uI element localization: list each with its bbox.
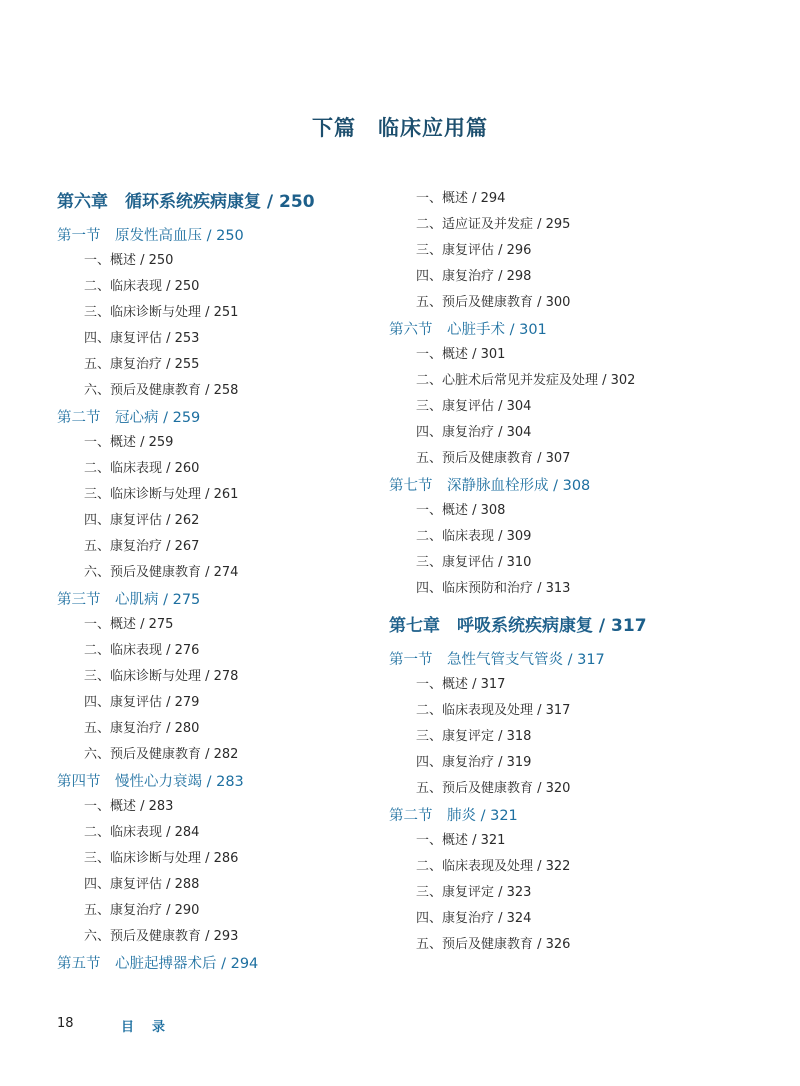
toc-item: 四、康复评估 / 288: [84, 877, 200, 892]
toc-item: 五、预后及健康教育 / 320: [416, 781, 571, 796]
running-footer-label: 目录: [121, 1020, 184, 1035]
toc-item: 六、预后及健康教育 / 293: [84, 929, 239, 944]
toc-section: 第三节 心肌病 / 275: [57, 592, 201, 608]
toc-item: 四、康复治疗 / 298: [416, 269, 532, 284]
toc-item: 二、临床表现及处理 / 317: [416, 703, 571, 718]
toc-item: 三、临床诊断与处理 / 261: [84, 487, 239, 502]
toc-item: 二、临床表现 / 260: [84, 461, 200, 476]
toc-item: 五、预后及健康教育 / 300: [416, 295, 571, 310]
toc-item: 五、康复治疗 / 267: [84, 539, 200, 554]
toc-section: 第六节 心脏手术 / 301: [389, 322, 547, 338]
toc-item: 四、康复治疗 / 319: [416, 755, 532, 770]
toc-item: 二、临床表现 / 250: [84, 279, 200, 294]
toc-item: 四、康复评估 / 279: [84, 695, 200, 710]
toc-item: 一、概述 / 259: [84, 435, 174, 450]
toc-section: 第一节 急性气管支气管炎 / 317: [389, 652, 605, 668]
toc-item: 六、预后及健康教育 / 274: [84, 565, 239, 580]
toc-item: 二、临床表现 / 309: [416, 529, 532, 544]
toc-item: 二、临床表现 / 284: [84, 825, 200, 840]
toc-item: 四、康复治疗 / 324: [416, 911, 532, 926]
toc-item: 四、康复评估 / 262: [84, 513, 200, 528]
toc-item: 一、概述 / 308: [416, 503, 506, 518]
toc-item: 一、概述 / 283: [84, 799, 174, 814]
toc-item: 一、概述 / 250: [84, 253, 174, 268]
toc-item: 三、康复评估 / 310: [416, 555, 532, 570]
toc-item: 四、康复评估 / 253: [84, 331, 200, 346]
toc-item: 一、概述 / 301: [416, 347, 506, 362]
toc-item: 三、康复评定 / 323: [416, 885, 532, 900]
part-title: 下篇 临床应用篇: [312, 115, 488, 140]
toc-item: 二、临床表现 / 276: [84, 643, 200, 658]
toc-item: 四、临床预防和治疗 / 313: [416, 581, 571, 596]
toc-item: 二、心脏术后常见并发症及处理 / 302: [416, 373, 636, 388]
toc-item: 一、概述 / 317: [416, 677, 506, 692]
toc-item: 四、康复治疗 / 304: [416, 425, 532, 440]
page-number: 18: [57, 1016, 74, 1031]
toc-item: 二、临床表现及处理 / 322: [416, 859, 571, 874]
toc-section: 第七节 深静脉血栓形成 / 308: [389, 478, 591, 494]
toc-section: 第一节 原发性高血压 / 250: [57, 228, 244, 244]
toc-item: 五、康复治疗 / 290: [84, 903, 200, 918]
toc-chapter: 第七章 呼吸系统疾病康复 / 317: [389, 616, 647, 636]
toc-item: 三、临床诊断与处理 / 286: [84, 851, 239, 866]
toc-item: 六、预后及健康教育 / 258: [84, 383, 239, 398]
toc-section: 第二节 肺炎 / 321: [389, 808, 518, 824]
toc-section: 第四节 慢性心力衰竭 / 283: [57, 774, 244, 790]
toc-section: 第二节 冠心病 / 259: [57, 410, 201, 426]
toc-item: 五、预后及健康教育 / 307: [416, 451, 571, 466]
toc-item: 五、康复治疗 / 255: [84, 357, 200, 372]
toc-item: 一、概述 / 321: [416, 833, 506, 848]
toc-item: 一、概述 / 294: [416, 191, 506, 206]
toc-chapter: 第六章 循环系统疾病康复 / 250: [57, 192, 315, 212]
toc-section: 第五节 心脏起搏器术后 / 294: [57, 956, 259, 972]
toc-item: 三、临床诊断与处理 / 278: [84, 669, 239, 684]
toc-item: 三、康复评估 / 304: [416, 399, 532, 414]
toc-item: 一、概述 / 275: [84, 617, 174, 632]
toc-item: 二、适应证及并发症 / 295: [416, 217, 571, 232]
toc-item: 三、康复评估 / 296: [416, 243, 532, 258]
toc-item: 六、预后及健康教育 / 282: [84, 747, 239, 762]
toc-item: 五、预后及健康教育 / 326: [416, 937, 571, 952]
toc-item: 三、临床诊断与处理 / 251: [84, 305, 239, 320]
toc-item: 三、康复评定 / 318: [416, 729, 532, 744]
toc-item: 五、康复治疗 / 280: [84, 721, 200, 736]
